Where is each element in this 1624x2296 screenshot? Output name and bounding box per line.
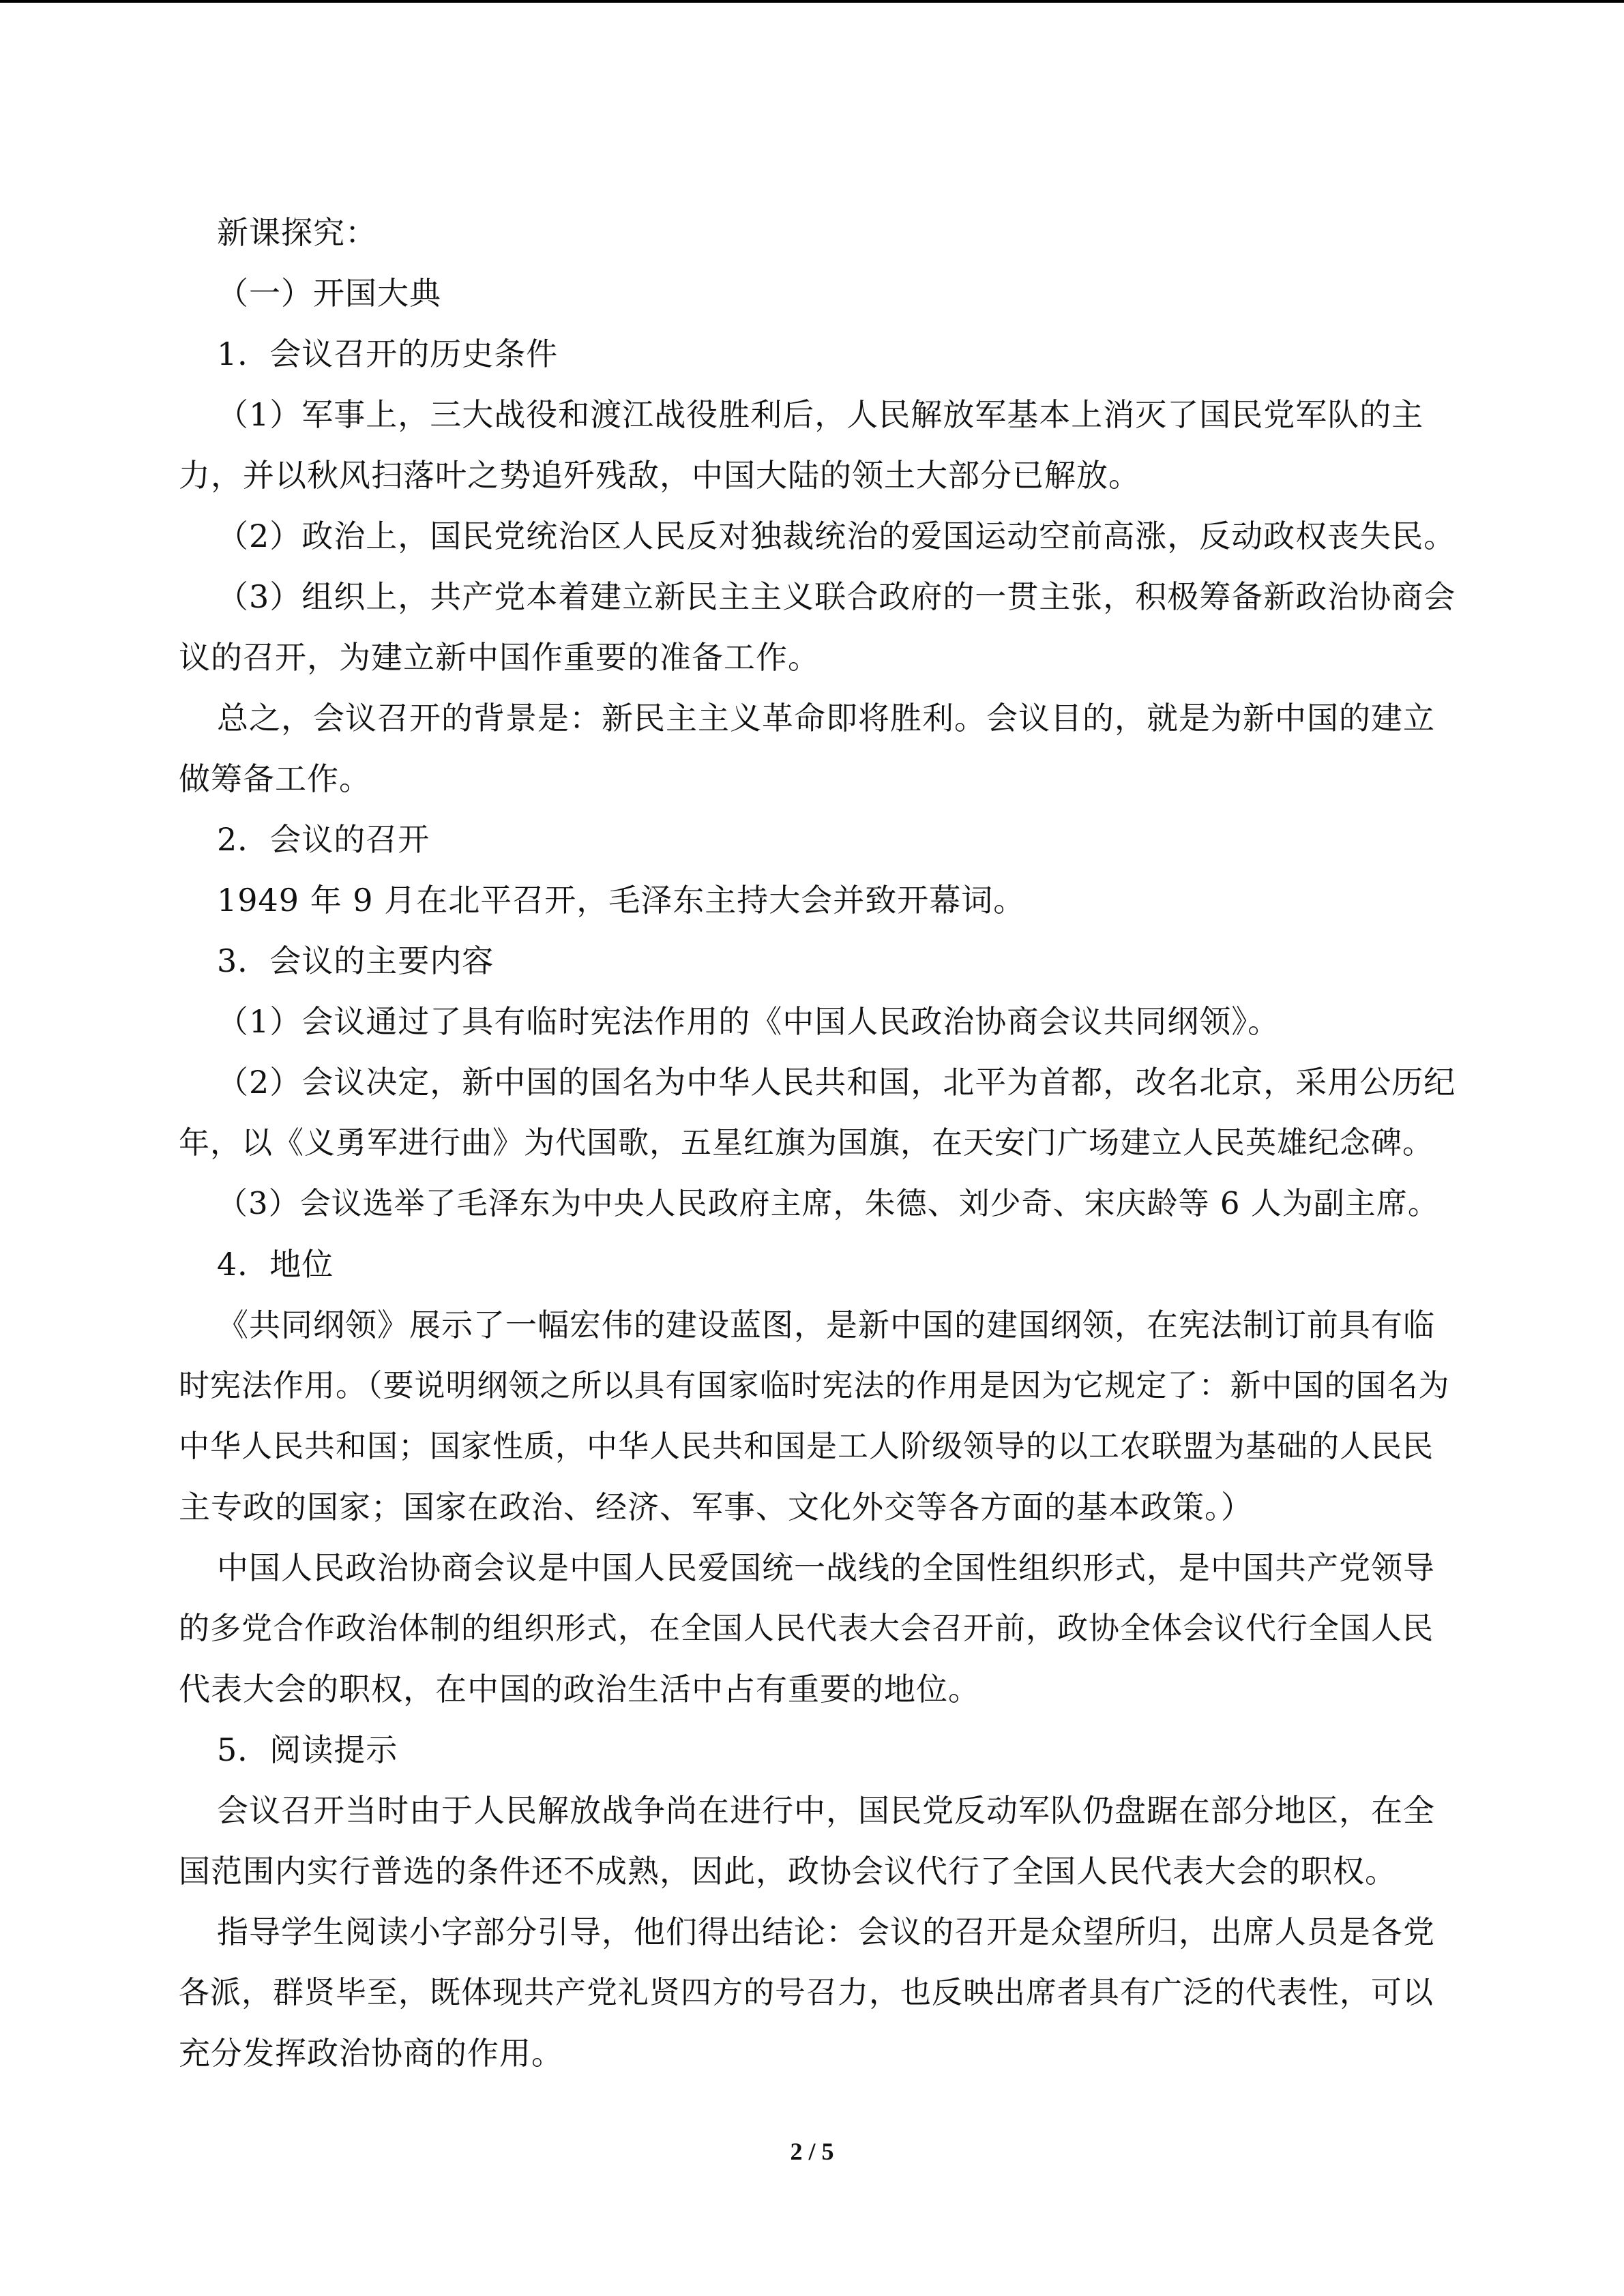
text-line: 力，并以秋风扫落叶之势追歼残敌，中国大陆的领土大部分已解放。	[179, 457, 1140, 494]
text-line: 国范围内实行普选的条件还不成熟，因此，政协会议代行了全国人民代表大会的职权。	[179, 1853, 1397, 1890]
text-line: 代表大会的职权，在中国的政治生活中占有重要的地位。	[179, 1671, 980, 1708]
text-line: 会议召开当时由于人民解放战争尚在进行中，国民党反动军队仍盘踞在部分地区，在全	[217, 1792, 1435, 1829]
text-line: （一）开国大典	[217, 275, 441, 312]
text-line: 充分发挥政治协商的作用。	[179, 2035, 563, 2072]
text-line: 议的召开，为建立新中国作重要的准备工作。	[179, 639, 820, 676]
text-line: 时宪法作用。（要说明纲领之所以具有国家临时宪法的作用是因为它规定了：新中国的国名为	[179, 1367, 1450, 1403]
text-line: 主专政的国家；国家在政治、经济、军事、文化外交等各方面的基本政策。）	[179, 1489, 1253, 1525]
text-line: 做筹备工作。	[179, 760, 371, 797]
text-line: 总之，会议召开的背景是：新民主主义革命即将胜利。会议目的，就是为新中国的建立	[217, 700, 1435, 736]
text-line: （2）会议决定，新中国的国名为中华人民共和国，北平为首都，改名北京，采用公历纪	[217, 1064, 1456, 1101]
text-line: 4．地位	[217, 1246, 334, 1283]
text-line: （1）军事上，三大战役和渡江战役胜利后，人民解放军基本上消灭了国民党军队的主	[217, 396, 1424, 433]
text-line: 指导学生阅读小字部分引导，他们得出结论：会议的召开是众望所归，出席人员是各党	[217, 1913, 1435, 1950]
text-line: 5．阅读提示	[217, 1731, 398, 1768]
text-line: （1）会议通过了具有临时宪法作用的《中国人民政治协商会议共同纲领》。	[217, 1003, 1280, 1040]
text-line: 各派，群贤毕至，既体现共产党礼贤四方的号召力，也反映出席者具有广泛的代表性，可以	[179, 1974, 1434, 2010]
text-line: 1949 年 9 月在北平召开，毛泽东主持大会并致开幕词。	[217, 882, 1026, 919]
text-line: （3）会议选举了毛泽东为中央人民政府主席，朱德、刘少奇、宋庆龄等 6 人为副主席。	[217, 1185, 1439, 1221]
text-line: 3．会议的主要内容	[217, 942, 494, 979]
text-line: （2）政治上，国民党统治区人民反对独裁统治的爱国运动空前高涨，反动政权丧失民。	[217, 518, 1456, 554]
text-line: （3）组织上，共产党本着建立新民主主义联合政府的一贯主张，积极筹备新政治协商会	[217, 578, 1456, 615]
text-line: 的多党合作政治体制的组织形式，在全国人民代表大会召开前，政协全体会议代行全国人民	[179, 1610, 1434, 1646]
text-line: 2．会议的召开	[217, 821, 430, 858]
text-line: 《共同纲领》展示了一幅宏伟的建设蓝图，是新中国的建国纲领，在宪法制订前具有临	[217, 1307, 1435, 1343]
top-border-line	[0, 0, 1624, 3]
text-line: 新课探究：	[217, 214, 377, 251]
text-line: 中国人民政治协商会议是中国人民爱国统一战线的全国性组织形式，是中国共产党领导	[217, 1549, 1435, 1586]
text-line: 年，以《义勇军进行曲》为代国歌，五星红旗为国旗，在天安门广场建立人民英雄纪念碑。	[179, 1124, 1434, 1161]
page-number: 2 / 5	[790, 2138, 834, 2165]
text-line: 中华人民共和国；国家性质，中华人民共和国是工人阶级领导的以工农联盟为基础的人民民	[179, 1428, 1434, 1464]
text-line: 1．会议召开的历史条件	[217, 336, 559, 372]
